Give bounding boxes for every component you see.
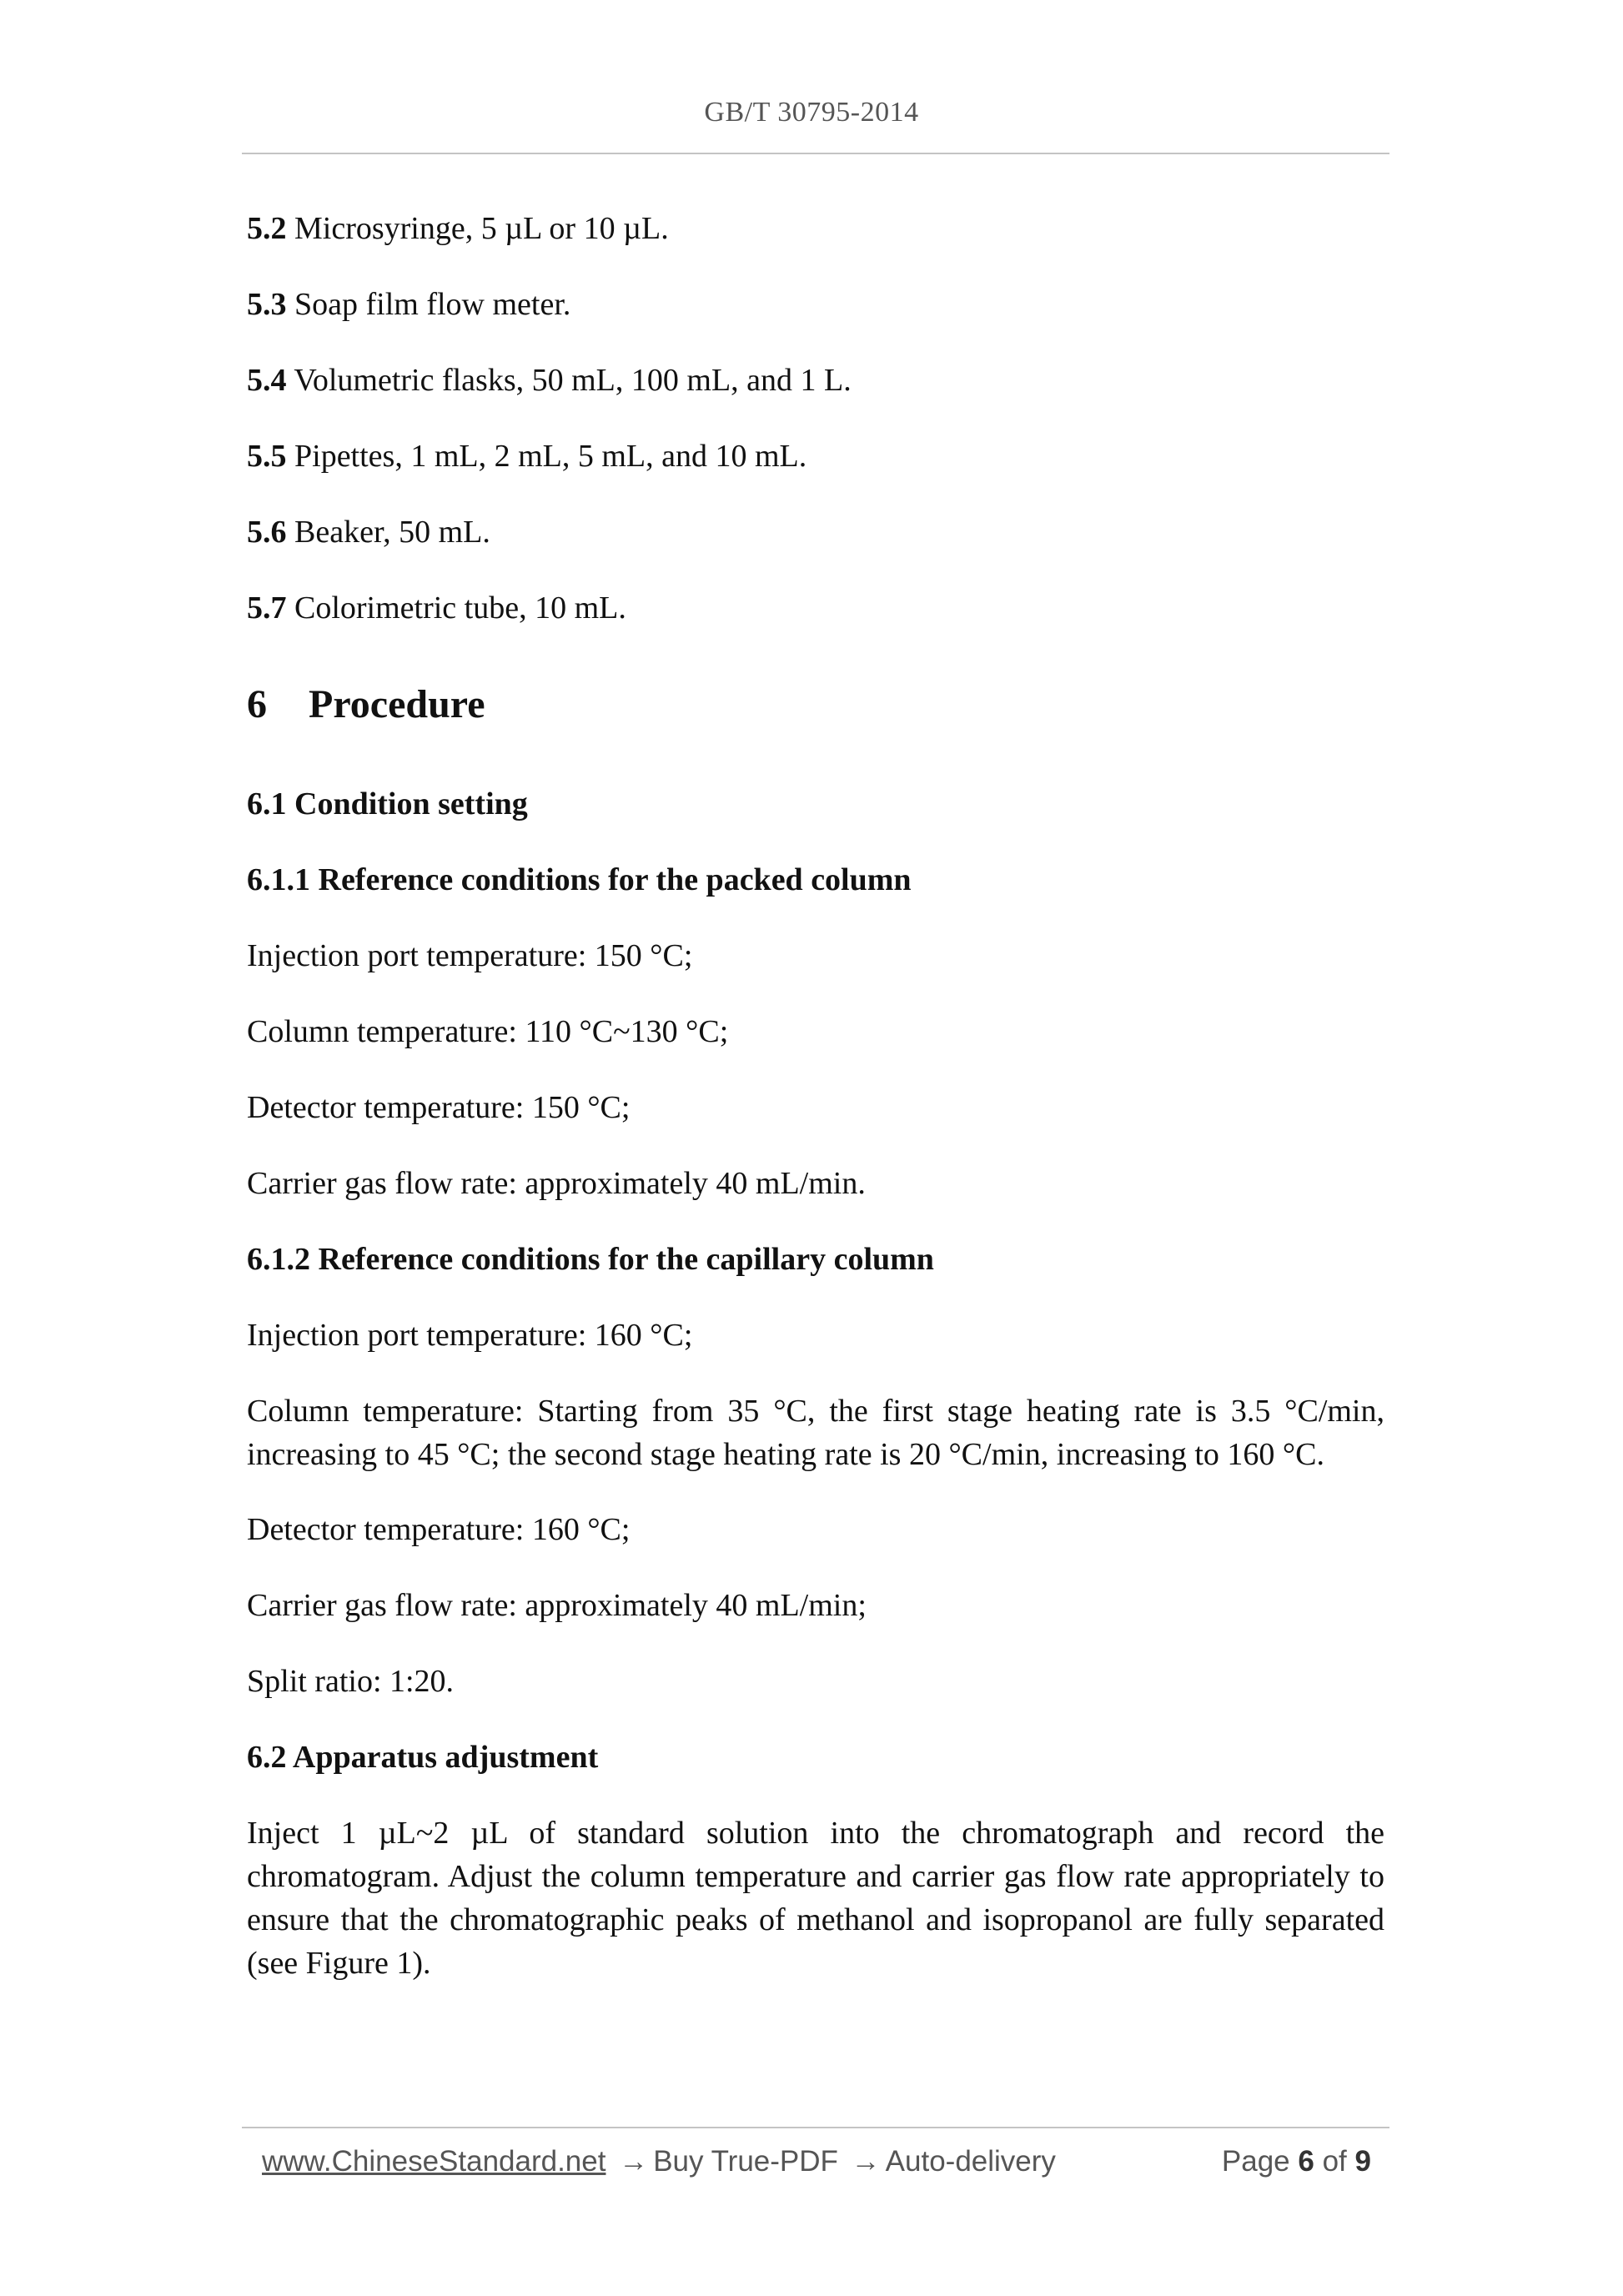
condition-line: Detector temperature: 160 °C; <box>247 1512 631 1547</box>
list-item <box>247 435 1384 478</box>
clause-text: Beaker, 50 mL. <box>286 515 490 550</box>
page-total: 9 <box>1354 2145 1371 2178</box>
condition-line: Injection port temperature: 160 °C; <box>247 1318 693 1353</box>
section-heading <box>247 680 485 730</box>
clause-number: 5.2 <box>247 211 287 246</box>
subsection-heading: 6.2 Apparatus adjustment <box>247 1740 599 1775</box>
clause-number: 5.7 <box>247 590 287 625</box>
body-paragraph: Inject 1 µL~2 µL of standard solution into the chromatograph and record the chromatogram. Adjust the column temperature and carrier gas flow rate appropriately to ensure that the chromatographic peaks of methanol and isopropanol are fully separated (see Figure 1). <box>247 1816 1384 1981</box>
clause-text: Microsyringe, 5 µL or 10 µL. <box>286 211 669 246</box>
header-divider <box>242 153 1389 154</box>
section-title: Procedure <box>309 682 485 726</box>
condition-paragraph: Column temperature: Starting from 35 °C, the first stage heating rate is 3.5 °C/min, increasing to 45 °C; the second stage heating rate is 20 °C/min, increasing to 160 °C. <box>247 1394 1384 1472</box>
list-item <box>247 510 1384 554</box>
clause-text: Volumetric flasks, 50 mL, 100 mL, and 1 L. <box>286 363 852 398</box>
footer-links <box>262 2145 1056 2178</box>
list-item <box>247 207 1384 250</box>
subsection-heading: 6.1 Condition setting <box>247 786 528 821</box>
clause-number: 5.3 <box>247 287 287 322</box>
condition-line: Column temperature: 110 °C~130 °C; <box>247 1014 729 1049</box>
page-indicator <box>1222 2145 1371 2178</box>
condition-line: Detector temperature: 150 °C; <box>247 1090 631 1125</box>
subsection-heading: 6.1.2 Reference conditions for the capillary column <box>247 1242 934 1277</box>
clause-number: 5.6 <box>247 515 287 550</box>
clause-text: Soap film flow meter. <box>286 287 571 322</box>
arrow-right-icon: → <box>851 2145 881 2178</box>
site-link[interactable]: www.ChineseStandard.net <box>262 2145 606 2178</box>
buy-text: Buy True-PDF <box>653 2145 838 2178</box>
of-word: of <box>1322 2145 1347 2178</box>
section-number: 6 <box>247 682 267 726</box>
page-word: Page <box>1221 2145 1290 2178</box>
list-item <box>247 283 1384 326</box>
subsection-heading: 6.1.1 Reference conditions for the packed column <box>247 862 912 897</box>
clause-text: Pipettes, 1 mL, 2 mL, 5 mL, and 10 mL. <box>286 439 807 474</box>
condition-line: Injection port temperature: 150 °C; <box>247 938 693 973</box>
list-item <box>247 586 1384 630</box>
condition-line: Carrier gas flow rate: approximately 40 mL/min; <box>247 1588 867 1623</box>
clause-number: 5.5 <box>247 439 287 474</box>
clause-number: 5.4 <box>247 363 287 398</box>
footer-divider <box>242 2127 1389 2128</box>
clause-text: Colorimetric tube, 10 mL. <box>286 590 626 625</box>
page-number: 6 <box>1298 2145 1314 2178</box>
condition-line: Split ratio: 1:20. <box>247 1664 455 1699</box>
list-item <box>247 359 1384 402</box>
arrow-right-icon: → <box>619 2145 649 2178</box>
delivery-text: Auto-delivery <box>885 2145 1056 2178</box>
running-header: GB/T 30795-2014 <box>704 97 919 128</box>
page-footer <box>262 2145 1371 2187</box>
condition-line: Carrier gas flow rate: approximately 40 mL/min. <box>247 1166 866 1201</box>
